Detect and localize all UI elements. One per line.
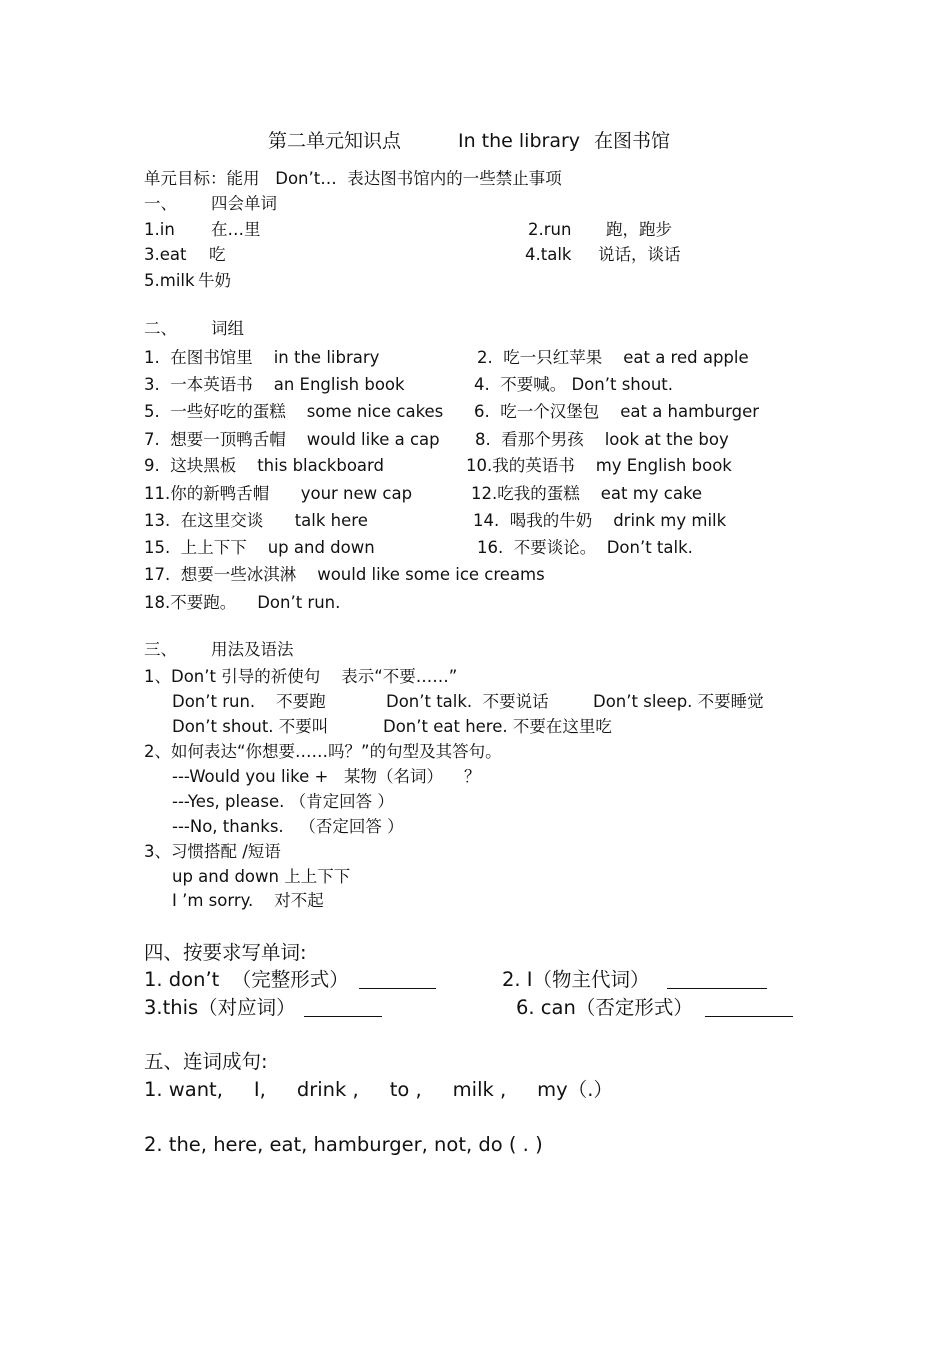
phrase-3: 3. 一本英语书 an English book: [144, 375, 405, 394]
title-english: In the library: [458, 130, 581, 152]
section-3-number: 三、: [144, 640, 177, 659]
grammar-2-question: ---Would you like + 某物（名词） ？: [172, 767, 481, 786]
grammar-2-answer-no: ---No, thanks. （否定回答 ）: [172, 817, 404, 836]
grammar-1-example-b: Don’t talk. 不要说话: [386, 692, 549, 711]
phrase-2: 2. 吃一只红苹果 eat a red apple: [477, 348, 749, 367]
section-3-title: 用法及语法: [211, 640, 294, 659]
phrase-4: 4. 不要喊。 Don’t shout.: [474, 375, 674, 394]
phrase-14: 14. 喝我的牛奶 drink my milk: [473, 511, 727, 530]
word-2-en: 2.run: [528, 220, 572, 239]
exercise-5-item-1: 1. want, I, drink , to , milk , my（.）: [144, 1078, 613, 1101]
phrase-7: 7. 想要一顶鸭舌帽 would like a cap: [144, 430, 440, 449]
exercise-4-item-3: 3.this（对应词）: [144, 996, 296, 1019]
phrase-5: 5. 一些好吃的蛋糕 some nice cakes: [144, 402, 444, 421]
phrase-10: 10.我的英语书 my English book: [466, 456, 732, 475]
answer-blank[interactable]: [304, 1004, 382, 1017]
grammar-1-example-c: Don’t sleep. 不要睡觉: [593, 692, 764, 711]
grammar-3-heading: 3、习惯搭配 /短语: [144, 842, 281, 861]
word-3-en: 3.eat: [144, 245, 187, 264]
section-2-number: 二、: [144, 319, 177, 338]
grammar-3-phrase-a: up and down 上上下下: [172, 867, 351, 886]
answer-blank[interactable]: [705, 1004, 793, 1017]
grammar-1-example-a: Don’t run. 不要跑: [172, 692, 326, 711]
answer-blank[interactable]: [359, 976, 436, 989]
word-4-en: 4.talk: [525, 245, 572, 264]
word-3-zh: 吃: [209, 245, 226, 264]
word-5-en: 5.milk: [144, 271, 195, 290]
section-2-title: 词组: [211, 319, 244, 338]
phrase-1: 1. 在图书馆里 in the library: [144, 348, 380, 367]
title-chinese: 第二单元知识点: [268, 130, 402, 152]
phrase-13: 13. 在这里交谈 talk here: [144, 511, 368, 530]
section-5-title: 五、连词成句:: [144, 1050, 268, 1073]
answer-blank[interactable]: [667, 976, 767, 989]
title-chinese-2: 在图书馆: [594, 130, 671, 152]
phrase-6: 6. 吃一个汉堡包 eat a hamburger: [474, 402, 760, 421]
section-1-number: 一、: [144, 194, 177, 213]
section-1-title: 四会单词: [211, 194, 277, 213]
phrase-11: 11.你的新鸭舌帽 your new cap: [144, 484, 413, 503]
grammar-1-example-e: Don’t eat here. 不要在这里吃: [383, 717, 612, 736]
phrase-8: 8. 看那个男孩 look at the boy: [475, 430, 729, 449]
exercise-4-item-2: 2. I（物主代词）: [502, 968, 650, 991]
grammar-2-answer-yes: ---Yes, please. （肯定回答 ）: [172, 792, 394, 811]
phrase-16: 16. 不要谈论。 Don’t talk.: [477, 538, 693, 557]
exercise-5-item-2: 2. the, here, eat, hamburger, not, do ( . ): [144, 1133, 543, 1156]
grammar-3-phrase-b: I ’m sorry. 对不起: [172, 891, 324, 910]
grammar-1-example-d: Don’t shout. 不要叫: [172, 717, 329, 736]
word-2-zh: 跑，跑步: [606, 220, 672, 239]
exercise-4-item-4: 6. can（否定形式）: [516, 996, 693, 1019]
phrase-9: 9. 这块黑板 this blackboard: [144, 456, 385, 475]
phrase-18: 18.不要跑。 Don’t run.: [144, 593, 341, 612]
grammar-2-heading: 2、如何表达“你想要……吗？”的句型及其答句。: [144, 742, 502, 761]
word-1-en: 1.in: [144, 220, 175, 239]
section-4-title: 四、按要求写单词:: [144, 941, 307, 964]
phrase-12: 12.吃我的蛋糕 eat my cake: [471, 484, 703, 503]
word-5-zh: 牛奶: [198, 271, 231, 290]
unit-goal: 单元目标：能用 Don’t… 表达图书馆内的一些禁止事项: [144, 169, 562, 188]
phrase-17: 17. 想要一些冰淇淋 would like some ice creams: [144, 565, 545, 584]
word-4-zh: 说话，谈话: [598, 245, 681, 264]
word-1-zh: 在…里: [211, 220, 261, 239]
exercise-4-item-1: 1. don’t （完整形式）: [144, 968, 349, 991]
grammar-1-heading: 1、Don’t 引导的祈使句 表示“不要……”: [144, 667, 458, 686]
phrase-15: 15. 上上下下 up and down: [144, 538, 375, 557]
